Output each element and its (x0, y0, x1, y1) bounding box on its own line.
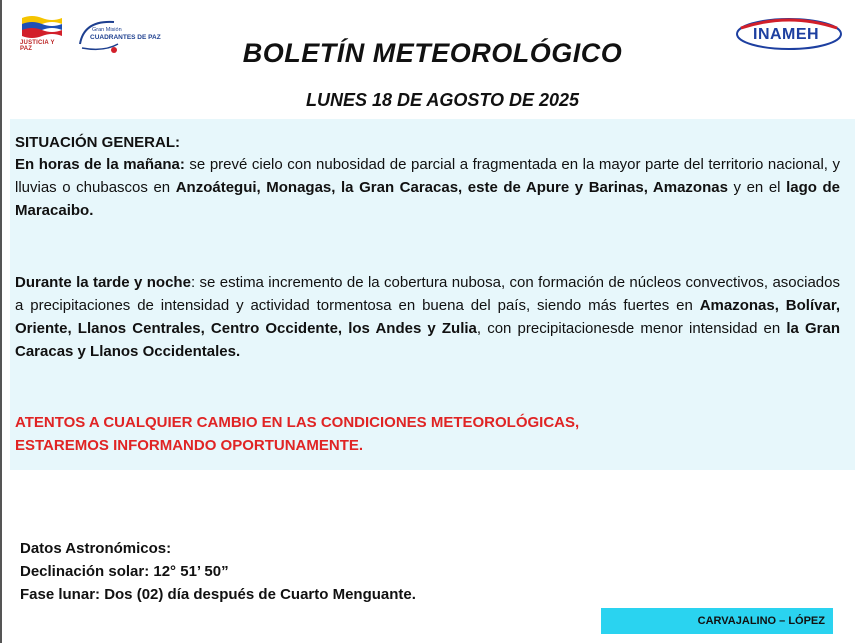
bulletin-date: LUNES 18 DE AGOSTO DE 2025 (305, 90, 580, 110)
cuadrantes-title: CUADRANTES DE PAZ (90, 34, 161, 41)
situation-heading: SITUACIÓN GENERAL: (15, 134, 180, 151)
astronomical-data (20, 537, 416, 606)
solar-declination: Declinación solar: 12° 51’ 50” (20, 563, 229, 580)
morning-places-2: lago de Maracaibo. (15, 179, 841, 219)
afternoon-places-2: la Gran Caracas y Llanos Occidentales. (15, 320, 841, 360)
morning-text-1: se prevé cielo con nubosidad de parcial a fragmentada en la mayor parte del territorio nacional, y lluvias o chubascos en (15, 156, 840, 196)
venezuela-flag-icon (20, 14, 64, 38)
government-logo-text: JUSTICIA Y PAZ (20, 40, 55, 52)
astronomy-heading: Datos Astronómicos: (20, 540, 172, 557)
moon-phase: Fase lunar: Dos (02) día después de Cuarto Menguante. (20, 586, 416, 603)
bulletin-title: BOLETÍN METEOROLÓGICO (242, 38, 623, 68)
afternoon-forecast (15, 271, 840, 363)
afternoon-places-1: Amazonas, Bolívar, Oriente, Llanos Centrales, Centro Occidente, los Andes y Zulia (15, 297, 840, 337)
afternoon-lead: Durante la tarde y noche (15, 274, 191, 291)
alert-line-2: ESTAREMOS INFORMANDO OPORTUNAMENTE. (15, 437, 364, 454)
inameh-logo-text: INAMEH (753, 26, 820, 43)
alert-message (15, 411, 840, 457)
alert-line-1: ATENTOS A CUALQUIER CAMBIO EN LAS CONDICIONES METEOROLÓGICAS, (15, 414, 580, 431)
morning-text-2: y en el (727, 179, 787, 196)
morning-forecast (15, 153, 840, 222)
authors-badge: CARVAJALINO – LÓPEZ (601, 608, 833, 634)
morning-lead: En horas de la mañana: (15, 156, 185, 173)
afternoon-text-1: : se estima incremento de la cobertura nubosa, con formación de núcleos convectivos, asociados a precipitaciones de intensidad y actividad tormentosa en buena del país, siendo más fuertes en (15, 274, 840, 314)
afternoon-text-2: , con precipitacionesde menor intensidad en (476, 320, 787, 337)
cuadrantes-subtitle: Gran Misión (92, 27, 122, 33)
morning-places-1: Anzoátegui, Monagas, la Gran Caracas, este de Apure y Barinas, Amazonas (175, 179, 728, 196)
